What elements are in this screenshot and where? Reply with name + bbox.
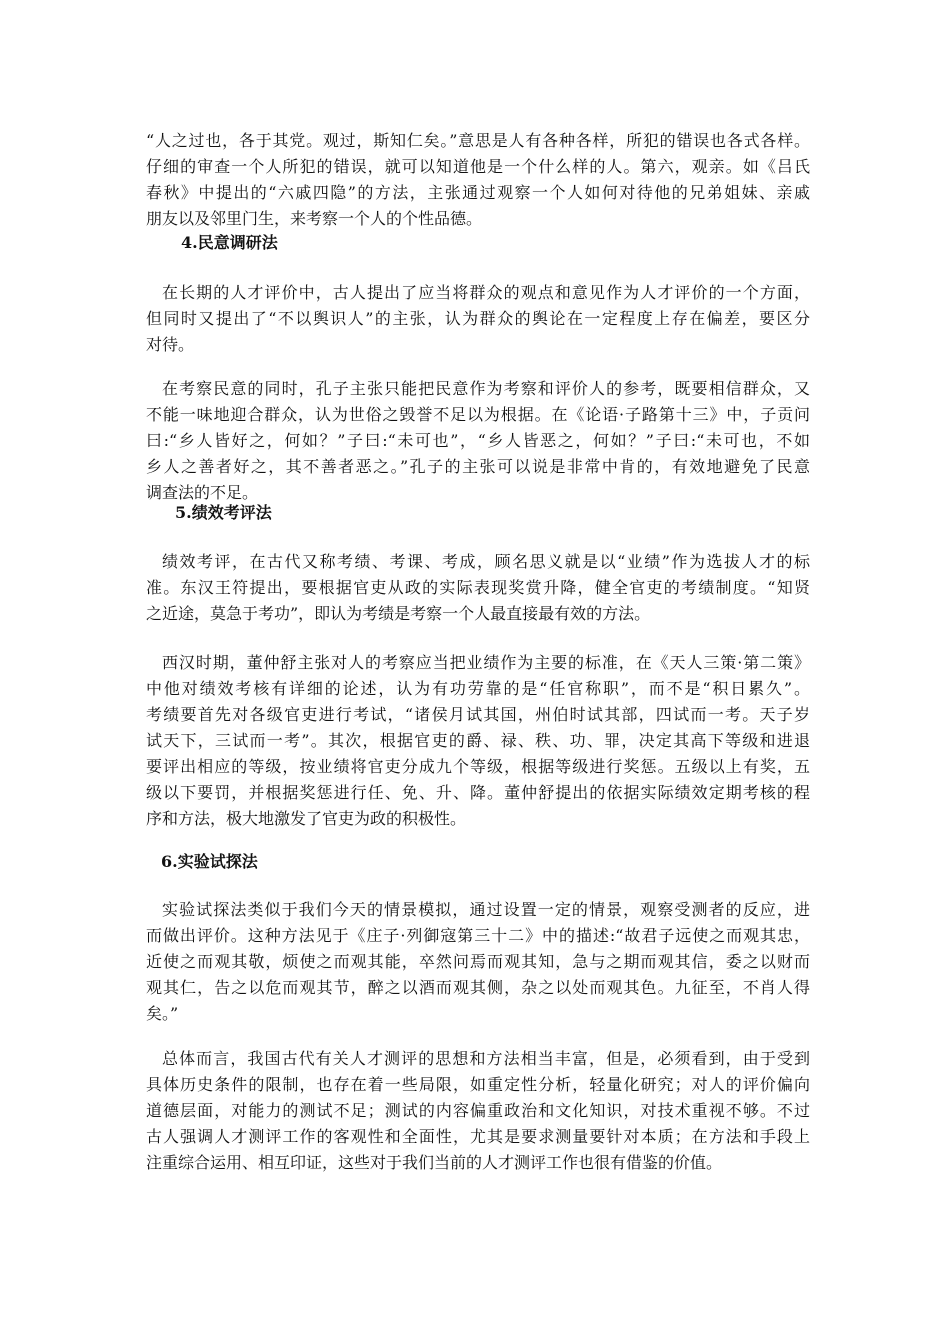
text-line: 朋友以及邻里门生，来考察一个人的个性品德。 xyxy=(146,209,483,228)
text-line: 注重综合运用、相互印证，这些对于我们当前的人才测评工作也很有借鉴的价值。 xyxy=(146,1153,723,1172)
text-line: 对待。 xyxy=(146,335,195,354)
text-line: 西汉时期，董仲舒主张对人的考察应当把业绩作为主要的标准，在《天人三策·第二策》 xyxy=(162,653,810,672)
paragraph-4a xyxy=(146,280,810,358)
paragraph-6b xyxy=(146,1046,810,1176)
text-line: 仔细的审查一个人所犯的错误，就可以知道他是一个什么样的人。第六，观亲。如《吕氏 xyxy=(146,157,810,176)
text-line: 序和方法，极大地激发了官吏为政的积极性。 xyxy=(146,809,467,828)
text-line: “人之过也，各于其党。观过，斯知仁矣。”意思是人有各种各样，所犯的错误也各式各样。 xyxy=(146,131,810,150)
text-line: 曰:“乡人皆好之，何如？”子曰:“未可也”，“乡人皆恶之，何如？”子曰:“未可也，不如 xyxy=(146,431,810,450)
text-line: 之近途，莫急于考功”，即认为考绩是考察一个人最直接最有效的方法。 xyxy=(146,604,651,623)
text-line: 级以下要罚，并根据奖惩进行任、免、升、降。董仲舒提出的依据实际绩效定期考核的程 xyxy=(146,783,810,802)
text-line: 矣。” xyxy=(146,1004,179,1023)
text-line: 不能一味地迎合群众，认为世俗之毁誉不足以为根据。在《论语·子路第十三》中，子贡问 xyxy=(146,405,810,424)
section-heading-4: 4.民意调研法 xyxy=(181,233,278,252)
section-heading-6: 6.实验试探法 xyxy=(161,852,258,871)
text-line: 但同时又提出了“不以舆识人”的主张，认为群众的舆论在一定程度上存在偏差，要区分 xyxy=(146,309,810,328)
paragraph-intro xyxy=(146,128,810,232)
text-line: 准。东汉王符提出，要根据官吏从政的实际表现奖赏升降，健全官吏的考绩制度。“知贤 xyxy=(146,578,810,597)
text-line: 而做出评价。这种方法见于《庄子·列御寇第三十二》中的描述:“故君子远使之而观其忠， xyxy=(146,926,810,945)
text-line: 具体历史条件的限制，也存在着一些局限，如重定性分析，轻量化研究；对人的评价偏向 xyxy=(146,1075,810,1094)
text-line: 试天下，三试而一考”。其次，根据官吏的爵、禄、秩、功、罪，决定其高下等级和进退 xyxy=(146,731,810,750)
paragraph-5a xyxy=(146,549,810,627)
text-line: 调查法的不足。 xyxy=(146,483,259,502)
section-heading-5: 5.绩效考评法 xyxy=(175,503,272,522)
text-line: 在长期的人才评价中，古人提出了应当将群众的观点和意见作为人才评价的一个方面， xyxy=(162,283,810,302)
text-line: 春秋》中提出的“六戚四隐”的方法，主张通过观察一个人如何对待他的兄弟姐妹、亲戚 xyxy=(146,183,810,202)
text-line: 观其仁，告之以危而观其节，醉之以酒而观其侧，杂之以处而观其色。九征至，不肖人得 xyxy=(146,978,810,997)
text-line: 在考察民意的同时，孔子主张只能把民意作为考察和评价人的参考，既要相信群众，又 xyxy=(162,379,810,398)
text-line: 总体而言，我国古代有关人才测评的思想和方法相当丰富，但是，必须看到，由于受到 xyxy=(162,1049,810,1068)
text-line: 道德层面，对能力的测试不足；测试的内容偏重政治和文化知识，对技术重视不够。不过 xyxy=(146,1101,810,1120)
text-line: 近使之而观其敬，烦使之而观其能，卒然问焉而观其知，急与之期而观其信，委之以财而 xyxy=(146,952,810,971)
paragraph-4b xyxy=(146,376,810,506)
paragraph-6a xyxy=(146,897,810,1027)
paragraph-5b xyxy=(146,650,810,832)
text-line: 中他对绩效考核有详细的论述，认为有功劳靠的是“任官称职”，而不是“积日累久”。 xyxy=(146,679,810,698)
text-line: 乡人之善者好之，其不善者恶之。”孔子的主张可以说是非常中肯的，有效地避免了民意 xyxy=(146,457,810,476)
text-line: 绩效考评，在古代又称考绩、考课、考成，顾名思义就是以“业绩”作为选拔人才的标 xyxy=(162,552,810,571)
text-line: 要评出相应的等级，按业绩将官吏分成九个等级，根据等级进行奖惩。五级以上有奖，五 xyxy=(146,757,810,776)
text-line: 考绩要首先对各级官吏进行考试，“诸侯月试其国，州伯时试其部，四试而一考。天子岁 xyxy=(146,705,810,724)
text-line: 实验试探法类似于我们今天的情景模拟，通过设置一定的情景，观察受测者的反应，进 xyxy=(162,900,810,919)
text-line: 古人强调人才测评工作的客观性和全面性，尤其是要求测量要针对本质；在方法和手段上 xyxy=(146,1127,810,1146)
